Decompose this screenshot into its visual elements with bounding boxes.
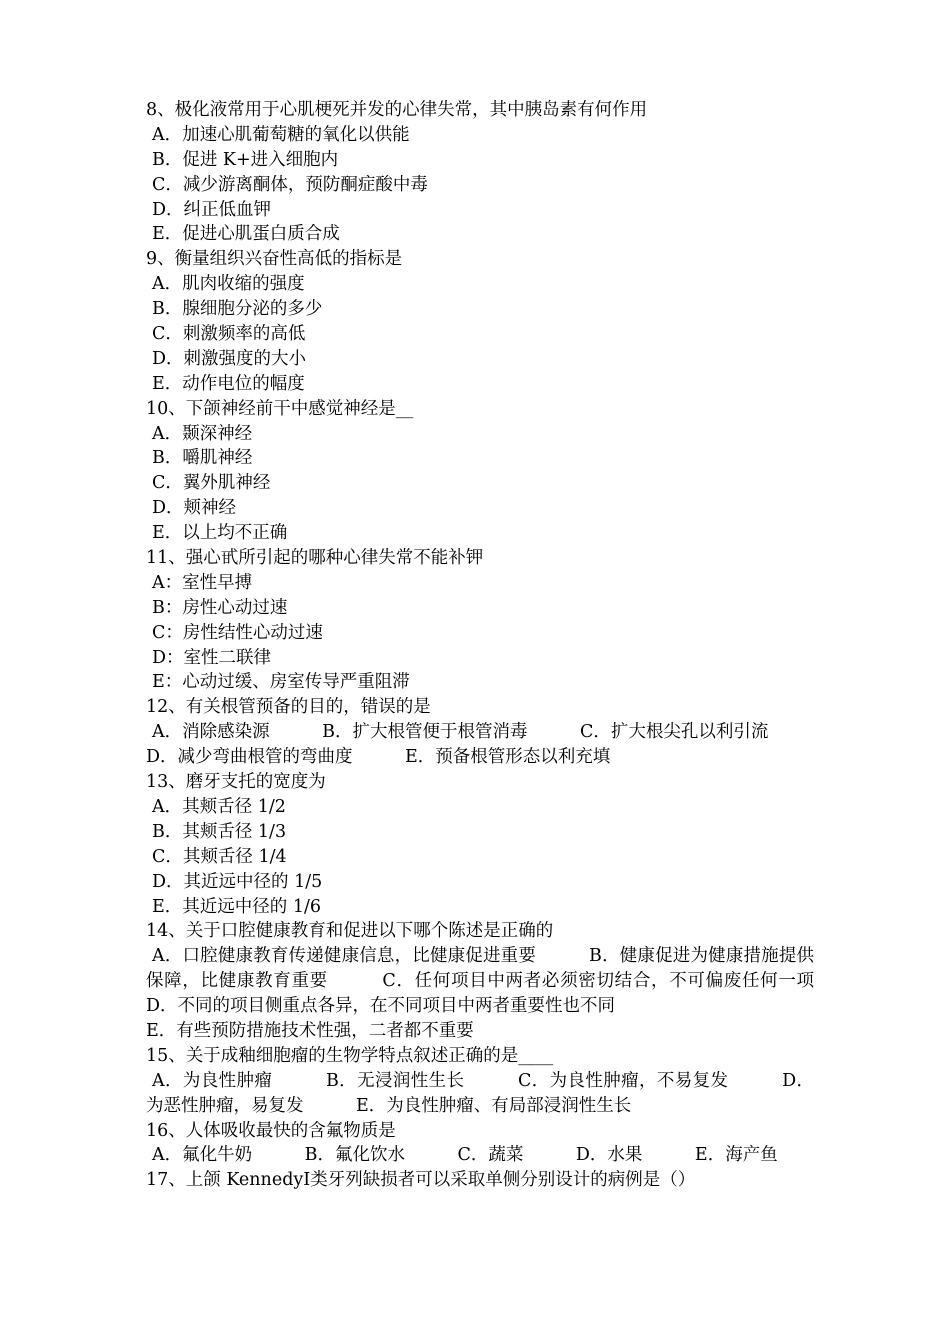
question-stem: 17、上颌 KennedyⅠ类牙列缺损者可以采取单侧分别设计的病例是（） (146, 1170, 696, 1191)
option: B．腺细胞分泌的多少 (152, 299, 323, 320)
option: C．刺激频率的高低 (152, 324, 306, 345)
option: C．减少游离酮体，预防酮症酸中毒 (152, 174, 428, 195)
option-line: A．消除感染源 B．扩大根管便于根管消毒 C．扩大根尖孔以利引流 (152, 722, 769, 743)
question-stem: 11、强心甙所引起的哪种心律失常不能补钾 (146, 548, 484, 569)
option: E．动作电位的幅度 (152, 373, 305, 394)
option: C．其颊舌径 1/4 (152, 846, 287, 867)
question-stem: 15、关于成釉细胞瘤的生物学特点叙述正确的是____ (146, 1045, 554, 1066)
option: A．颞深神经 (152, 423, 253, 444)
option: B．促进 K+进入细胞内 (152, 149, 339, 170)
question-stem: 12、有关根管预备的目的，错误的是 (146, 697, 431, 718)
option: C．翼外肌神经 (152, 473, 271, 494)
option: A．其颊舌径 1/2 (152, 796, 286, 817)
option: D．纠正低血钾 (152, 199, 272, 220)
option-line: D．减少弯曲根管的弯曲度 E．预备根管形态以利充填 (146, 747, 611, 768)
question-stem: 8、极化液常用于心肌梗死并发的心律失常，其中胰岛素有何作用 (146, 100, 648, 120)
option: E．以上均不正确 (152, 523, 288, 544)
option: A．加速心肌葡萄糖的氧化以供能 (152, 124, 410, 145)
option: B：房性心动过速 (152, 597, 288, 618)
option-paragraph: A．口腔健康教育传递健康信息，比健康促进重要 B．健康促进为健康措施提供保障，比健康教育重要 C．任何项目中两者必须密切结合，不可偏废任何一项 D．不同的项目侧重点各异，在不同项目中两者重要性也不同 (146, 946, 867, 1017)
option: A．肌肉收缩的强度 (152, 274, 305, 295)
option: A：室性早搏 (152, 572, 253, 593)
option: E．其近远中径的 1/6 (152, 896, 322, 917)
option-line: E．有些预防措施技术性强，二者都不重要 (146, 1021, 474, 1041)
question-stem: 10、下颌神经前干中感觉神经是__ (146, 398, 414, 419)
option: D．刺激强度的大小 (152, 348, 307, 369)
option: E．促进心肌蛋白质合成 (152, 224, 340, 245)
option: D：室性二联律 (152, 647, 272, 668)
option: E：心动过缓、房室传导严重阻滞 (152, 672, 410, 693)
option-paragraph: A．为良性肿瘤 B．无浸润性生长 C．为良性肿瘤，不易复发 D．为恶性肿瘤，易复发 E．为良性肿瘤、有局部浸润性生长 (146, 1070, 814, 1116)
option: D．颊神经 (152, 498, 237, 519)
option: C：房性结性心动过速 (152, 622, 323, 643)
question-stem: 13、磨牙支托的宽度为 (146, 772, 326, 793)
document-page (146, 98, 867, 1193)
option: B．其颊舌径 1/3 (152, 821, 287, 842)
question-stem: 9、衡量组织兴奋性高低的指标是 (146, 249, 403, 270)
option-line: A．氟化牛奶 B．氟化饮水 C．蔬菜 D．水果 E．海产鱼 (152, 1145, 778, 1166)
question-stem: 16、人体吸收最快的含氟物质是 (146, 1120, 396, 1141)
question-stem: 14、关于口腔健康教育和促进以下哪个陈述是正确的 (146, 921, 554, 942)
option: D．其近远中径的 1/5 (152, 871, 323, 892)
option: B．嚼肌神经 (152, 448, 253, 469)
